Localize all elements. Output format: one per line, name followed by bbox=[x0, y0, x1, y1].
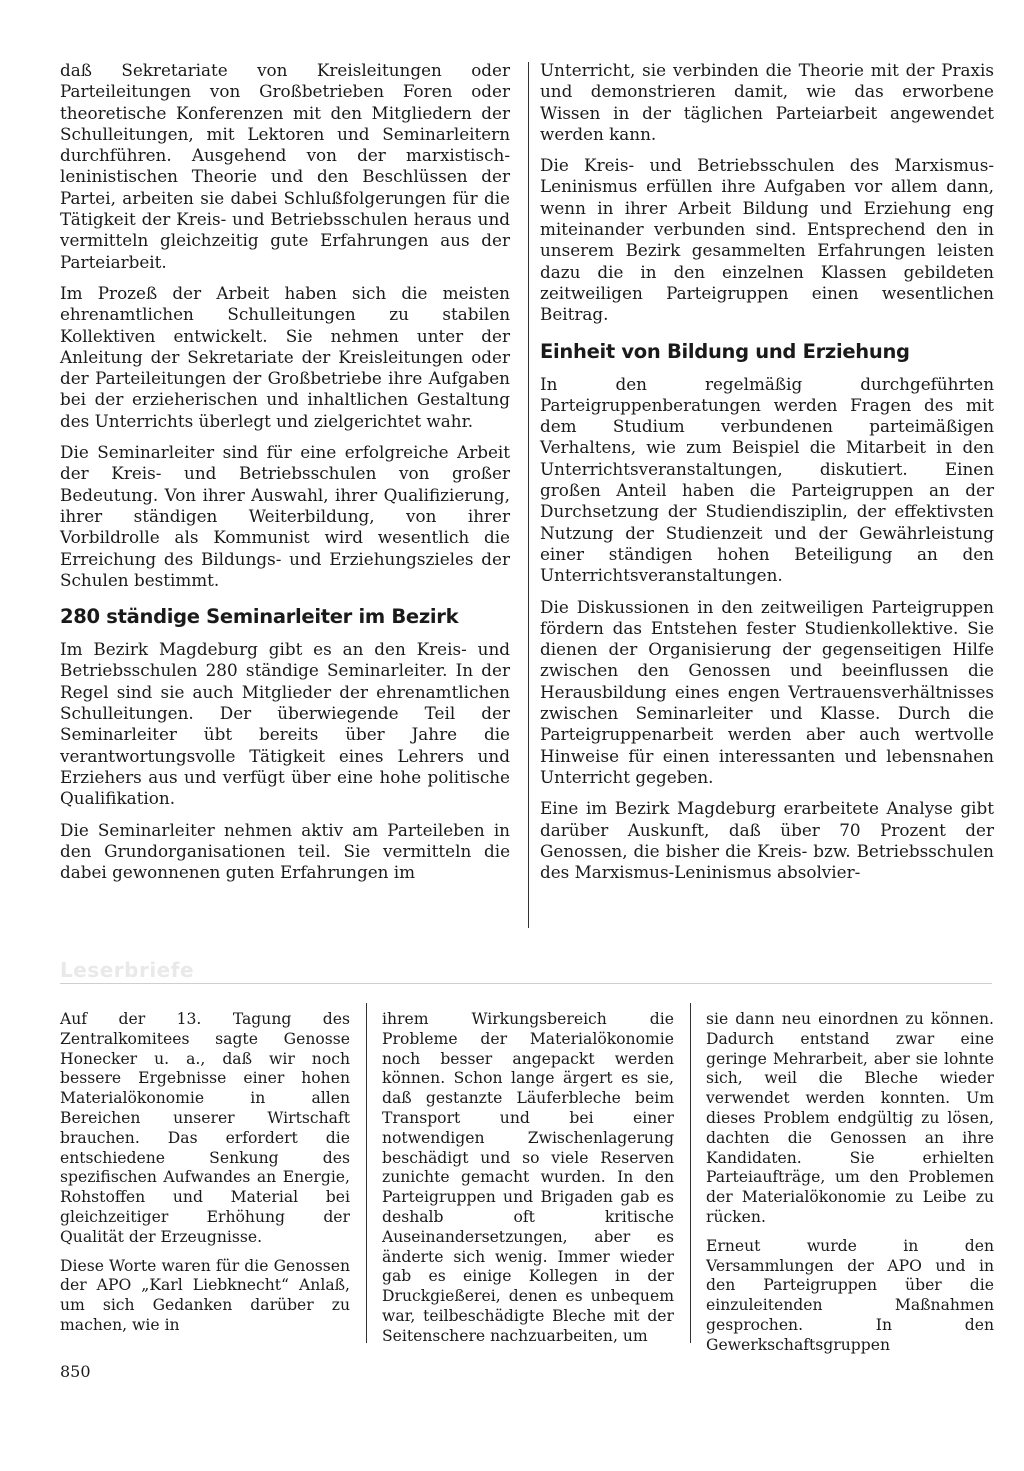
page-number: 850 bbox=[60, 1362, 91, 1381]
column-divider bbox=[690, 1003, 691, 1343]
article-column-right bbox=[540, 60, 994, 883]
letters-column-1 bbox=[60, 1010, 350, 1336]
paragraph: Eine im Bezirk Magdeburg erarbeitete Analyse gibt darüber Auskunft, daß über 70 Prozent der Genossen, die bisher die Kreis- bzw. Betriebsschulen des Marxismus-Leninismus absolvier- bbox=[540, 798, 994, 883]
paragraph: ihrem Wirkungsbereich die Probleme der Materialökonomie noch besser angepackt werden können. Schon lange ärgert es sie, daß gestanzte Läuferbleche beim Transport und bei einer notwendigen Zwischenlagerung beschädigt und so viele Reserven zunichte gemacht wurden. In den Parteigruppen und Brigaden gab es deshalb oft kritische Auseinandersetzungen, aber es änderte sich wenig. Immer wieder gab es einige Kollegen in der Druckgießerei, denen es unbequem war, teilbeschädigte Bleche mit der Seitenschere nachzuarbeiten, um bbox=[382, 1010, 674, 1345]
paragraph: Erneut wurde in den Versammlungen der APO und in den Parteigruppen über die einzuleitenden Maßnahmen gesprochen. In den Gewerkschaftsgruppen bbox=[706, 1236, 994, 1354]
article-column-left bbox=[60, 60, 510, 883]
paragraph: Im Bezirk Magdeburg gibt es an den Kreis- und Betriebsschulen 280 ständige Seminarleiter. In der Regel sind sie auch Mitglieder der ehrenamtlichen Schulleitungen. Der überwiegende Teil der Seminarleiter übt bereits über Jahre die verantwortungsvolle Tätigkeit eines Lehrers und Erziehers aus und verfügt über eine hohe politische Qualifikation. bbox=[60, 639, 510, 809]
paragraph: Auf der 13. Tagung des Zentralkomitees sagte Genosse Honecker u. a., daß wir noch bessere Ergebnisse einer hohen Materialökonomie in allen Bereichen unserer Wirtschaft brauchen. Das erfordert die entschiedene Senkung des spezifischen Aufwandes an Energie, Rohstoffen und Material bei gleichzeitiger Erhöhung der Qualität der Erzeugnisse. bbox=[60, 1010, 350, 1246]
paragraph: Unterricht, sie verbinden die Theorie mit der Praxis und demonstrieren damit, wie das erworbene Wissen in der täglichen Parteiarbeit angewendet werden kann. bbox=[540, 60, 994, 144]
paragraph: Diese Worte waren für die Genossen der APO „Karl Liebknecht“ Anlaß, um sich Gedanken darüber zu machen, wie in bbox=[60, 1256, 350, 1334]
paragraph: Die Kreis- und Betriebsschulen des Marxismus-Leninismus erfüllen ihre Aufgaben vor allem dann, wenn in ihrer Arbeit Bildung und Erziehung eng miteinander verbunden sind. Entsprechend den in unserem Bezirk gesammelten Erfahrungen leisten dazu die in den einzelnen Klassen gebildeten zeitweiligen Parteigruppen einen wesentlichen Beitrag. bbox=[540, 155, 994, 325]
section-heading: Einheit von Bildung und Erziehung bbox=[540, 339, 910, 363]
section-heading: 280 ständige Seminarleiter im Bezirk bbox=[60, 605, 459, 629]
letters-section-heading: Leserbriefe bbox=[60, 958, 195, 982]
paragraph: daß Sekretariate von Kreisleitungen oder Parteileitungen von Großbetrieben Foren oder theoretische Konferenzen mit den Mitgliedern der Schulleitungen, mit Lektoren und Seminarleitern durchführen. Ausgehend von der marxistisch-leninistischen Theorie und den Beschlüssen der Partei, arbeiten sie dabei Schlußfolgerungen für die Tätigkeit der Kreis- und Betriebsschulen heraus und vermitteln gleichzeitig gute Erfahrungen aus der Parteiarbeit. bbox=[60, 60, 510, 272]
letters-column-3 bbox=[706, 1010, 994, 1356]
paragraph: sie dann neu einordnen zu können. Dadurch entstand zwar eine geringe Mehrarbeit, aber sie lohnte sich, weil die Bleche wieder verwendet werden konnten. Um dieses Problem endgültig zu lösen, dachten die Genossen an ihre Kandidaten. Sie erhielten Parteiaufträge, um den Problemen der Materialökonomie zu Leibe zu rücken. bbox=[706, 1010, 994, 1226]
paragraph: Die Diskussionen in den zeitweiligen Parteigruppen fördern das Entstehen fester Studienkollektive. Sie dienen der Organisierung der gegenseitigen Hilfe zwischen den Genossen und beeinflussen die Herausbildung eines engen Vertrauensverhältnisses zwischen Seminarleiter und Klasse. Durch die Parteigruppenarbeit werden aber auch wertvolle Hinweise für einen interessanten und lebensnahen Unterricht gegeben. bbox=[540, 596, 994, 787]
paragraph: Im Prozeß der Arbeit haben sich die meisten ehrenamtlichen Schulleitungen zu stabilen Kollektiven entwickelt. Sie nehmen unter der Anleitung der Sekretariate der Kreisleitungen oder der Parteileitungen der Großbetriebe ihre Aufgaben bei der erzieherischen und inhaltlichen Gestaltung des Unterrichts überlegt und zielgerichtet wahr. bbox=[60, 282, 510, 431]
paragraph: Die Seminarleiter nehmen aktiv am Parteileben in den Grundorganisationen teil. Sie vermitteln die dabei gewonnenen guten Erfahrungen im bbox=[60, 819, 510, 883]
section-divider bbox=[60, 983, 992, 984]
column-divider bbox=[366, 1003, 367, 1343]
letters-column-2 bbox=[382, 1010, 674, 1347]
paragraph: Die Seminarleiter sind für eine erfolgreiche Arbeit der Kreis- und Betriebsschulen von großer Bedeutung. Von ihrer Auswahl, ihrer Qualifizierung, ihrer ständigen Weiterbildung, von ihrer Vorbildrolle als Kommunist wird wesentlich die Erreichung des Bildungs- und Erziehungszieles der Schulen bestimmt. bbox=[60, 442, 510, 590]
column-divider bbox=[528, 62, 529, 928]
paragraph: In den regelmäßig durchgeführten Parteigruppenberatungen werden Fragen des mit dem Studium verbundenen parteimäßigen Verhaltens, wie zum Beispiel die Mitarbeit in den Unterrichtsveranstaltungen, diskutiert. Einen großen Anteil haben die Parteigruppen an der Durchsetzung der Studiendisziplin, der effektivsten Nutzung der Studienzeit und der Gewährleistung einer ständigen hohen Beteiligung an den Unterrichtsveranstaltungen. bbox=[540, 373, 994, 586]
